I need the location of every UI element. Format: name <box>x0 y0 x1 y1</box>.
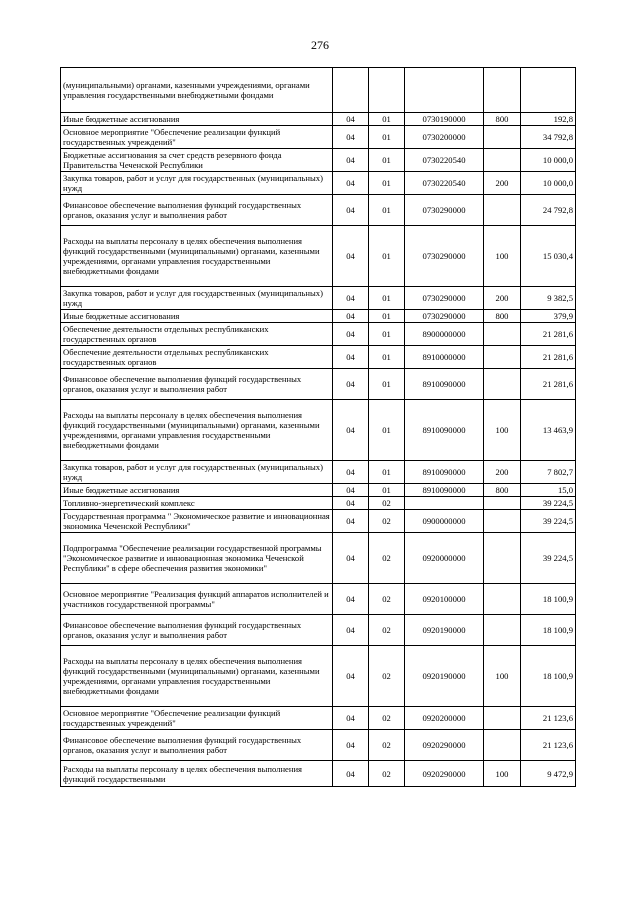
expense-type-cell: 800 <box>484 113 521 126</box>
table-row <box>61 533 576 584</box>
target-article-cell: 0730290000 <box>405 226 484 287</box>
subsection-code-cell: 01 <box>369 369 405 400</box>
amount-cell: 18 100,9 <box>521 646 576 707</box>
table-row <box>61 461 576 484</box>
row-name-cell: Расходы на выплаты персоналу в целях обеспечения выполнения функций государственными <box>61 761 333 787</box>
expense-type-cell: 200 <box>484 172 521 195</box>
subsection-code-cell: 01 <box>369 310 405 323</box>
expense-type-cell: 100 <box>484 226 521 287</box>
expense-type-cell <box>484 195 521 226</box>
subsection-code-cell: 01 <box>369 323 405 346</box>
amount-cell: 9 382,5 <box>521 287 576 310</box>
amount-cell: 9 472,9 <box>521 761 576 787</box>
subsection-code-cell: 01 <box>369 346 405 369</box>
amount-cell: 39 224,5 <box>521 497 576 510</box>
expense-type-cell <box>484 584 521 615</box>
target-article-cell: 0920000000 <box>405 533 484 584</box>
subsection-code-cell: 01 <box>369 461 405 484</box>
table-row <box>61 346 576 369</box>
table-row <box>61 113 576 126</box>
section-code-cell: 04 <box>333 730 369 761</box>
section-code-cell: 04 <box>333 761 369 787</box>
section-code-cell <box>333 68 369 113</box>
expense-type-cell <box>484 533 521 584</box>
section-code-cell: 04 <box>333 126 369 149</box>
target-article-cell: 0920190000 <box>405 646 484 707</box>
amount-cell: 15,0 <box>521 484 576 497</box>
amount-cell: 21 281,6 <box>521 323 576 346</box>
section-code-cell: 04 <box>333 172 369 195</box>
table-row <box>61 369 576 400</box>
budget-table-body <box>61 68 576 787</box>
target-article-cell: 8900000000 <box>405 323 484 346</box>
section-code-cell: 04 <box>333 287 369 310</box>
target-article-cell: 8910090000 <box>405 400 484 461</box>
subsection-code-cell: 01 <box>369 172 405 195</box>
table-row <box>61 226 576 287</box>
expense-type-cell: 100 <box>484 761 521 787</box>
section-code-cell: 04 <box>333 195 369 226</box>
subsection-code-cell: 02 <box>369 615 405 646</box>
row-name-cell: Основное мероприятие "Обеспечение реализации функций государственных учреждений" <box>61 126 333 149</box>
table-row <box>61 510 576 533</box>
target-article-cell: 0900000000 <box>405 510 484 533</box>
table-row <box>61 287 576 310</box>
table-row <box>61 323 576 346</box>
row-name-cell: Расходы на выплаты персоналу в целях обеспечения выполнения функций государственными (муниципальными) органами, казенными учреждениями, органами управления государственными внебюджетными фондами <box>61 646 333 707</box>
amount-cell: 7 802,7 <box>521 461 576 484</box>
target-article-cell <box>405 497 484 510</box>
expense-type-cell <box>484 369 521 400</box>
expense-type-cell: 800 <box>484 310 521 323</box>
expense-type-cell <box>484 497 521 510</box>
expense-type-cell <box>484 510 521 533</box>
section-code-cell: 04 <box>333 461 369 484</box>
row-name-cell: Финансовое обеспечение выполнения функций государственных органов, оказания услуг и выполнения работ <box>61 195 333 226</box>
row-name-cell: Расходы на выплаты персоналу в целях обеспечения выполнения функций государственными (муниципальными) органами, казенными учреждениями, органами управления государственными внебюджетными фондами <box>61 400 333 461</box>
target-article-cell: 8910000000 <box>405 346 484 369</box>
amount-cell: 21 123,6 <box>521 730 576 761</box>
amount-cell: 379,9 <box>521 310 576 323</box>
expense-type-cell: 200 <box>484 461 521 484</box>
section-code-cell: 04 <box>333 510 369 533</box>
subsection-code-cell: 01 <box>369 149 405 172</box>
target-article-cell: 0730190000 <box>405 113 484 126</box>
row-name-cell: Топливно-энергетический комплекс <box>61 497 333 510</box>
row-name-cell: Подпрограмма "Обеспечение реализации государственной программы "Экономическое развитие и инновационная экономика Чеченской Республики" в сфере обеспечения развития экономики" <box>61 533 333 584</box>
amount-cell: 10 000,0 <box>521 172 576 195</box>
target-article-cell: 0920290000 <box>405 761 484 787</box>
target-article-cell <box>405 68 484 113</box>
row-name-cell: Иные бюджетные ассигнования <box>61 113 333 126</box>
table-row <box>61 646 576 707</box>
expense-type-cell <box>484 323 521 346</box>
subsection-code-cell: 01 <box>369 195 405 226</box>
row-name-cell: Финансовое обеспечение выполнения функций государственных органов, оказания услуг и выполнения работ <box>61 615 333 646</box>
table-row <box>61 400 576 461</box>
row-name-cell: Закупка товаров, работ и услуг для государственных (муниципальных) нужд <box>61 461 333 484</box>
subsection-code-cell: 02 <box>369 730 405 761</box>
expense-type-cell <box>484 149 521 172</box>
table-row <box>61 172 576 195</box>
amount-cell <box>521 68 576 113</box>
target-article-cell: 0730290000 <box>405 310 484 323</box>
expense-type-cell: 100 <box>484 646 521 707</box>
row-name-cell: Иные бюджетные ассигнования <box>61 310 333 323</box>
amount-cell: 21 123,6 <box>521 707 576 730</box>
table-row <box>61 195 576 226</box>
section-code-cell: 04 <box>333 484 369 497</box>
row-name-cell: Закупка товаров, работ и услуг для государственных (муниципальных) нужд <box>61 172 333 195</box>
table-row <box>61 730 576 761</box>
row-name-cell: Бюджетные ассигнования за счет средств резервного фонда Правительства Чеченской Республики <box>61 149 333 172</box>
target-article-cell: 0920200000 <box>405 707 484 730</box>
section-code-cell: 04 <box>333 615 369 646</box>
section-code-cell: 04 <box>333 323 369 346</box>
expense-type-cell: 200 <box>484 287 521 310</box>
expense-type-cell <box>484 615 521 646</box>
table-row <box>61 707 576 730</box>
row-name-cell: Обеспечение деятельности отдельных республиканских государственных органов <box>61 323 333 346</box>
target-article-cell: 0920100000 <box>405 584 484 615</box>
subsection-code-cell <box>369 68 405 113</box>
amount-cell: 21 281,6 <box>521 346 576 369</box>
expense-type-cell: 800 <box>484 484 521 497</box>
subsection-code-cell: 01 <box>369 400 405 461</box>
row-name-cell: Иные бюджетные ассигнования <box>61 484 333 497</box>
section-code-cell: 04 <box>333 369 369 400</box>
row-name-cell: Основное мероприятие "Реализация функций аппаратов исполнителей и участников государственной программы" <box>61 584 333 615</box>
table-row <box>61 126 576 149</box>
table-row <box>61 310 576 323</box>
target-article-cell: 8910090000 <box>405 461 484 484</box>
row-name-cell: Расходы на выплаты персоналу в целях обеспечения выполнения функций государственными (муниципальными) органами, казенными учреждениями, органами управления государственными внебюджетными фондами <box>61 226 333 287</box>
target-article-cell: 0730200000 <box>405 126 484 149</box>
subsection-code-cell: 02 <box>369 584 405 615</box>
subsection-code-cell: 01 <box>369 226 405 287</box>
row-name-cell: Основное мероприятие "Обеспечение реализации функций государственных учреждений" <box>61 707 333 730</box>
amount-cell: 10 000,0 <box>521 149 576 172</box>
expense-type-cell: 100 <box>484 400 521 461</box>
amount-cell: 18 100,9 <box>521 615 576 646</box>
section-code-cell: 04 <box>333 346 369 369</box>
section-code-cell: 04 <box>333 584 369 615</box>
page-number: 276 <box>311 38 329 52</box>
amount-cell: 21 281,6 <box>521 369 576 400</box>
target-article-cell: 8910090000 <box>405 369 484 400</box>
section-code-cell: 04 <box>333 646 369 707</box>
table-row <box>61 497 576 510</box>
row-name-cell: Финансовое обеспечение выполнения функций государственных органов, оказания услуг и выполнения работ <box>61 730 333 761</box>
subsection-code-cell: 01 <box>369 484 405 497</box>
section-code-cell: 04 <box>333 497 369 510</box>
amount-cell: 15 030,4 <box>521 226 576 287</box>
target-article-cell: 8910090000 <box>405 484 484 497</box>
amount-cell: 192,8 <box>521 113 576 126</box>
amount-cell: 39 224,5 <box>521 510 576 533</box>
amount-cell: 13 463,9 <box>521 400 576 461</box>
subsection-code-cell: 01 <box>369 126 405 149</box>
budget-table <box>60 67 576 787</box>
subsection-code-cell: 02 <box>369 707 405 730</box>
expense-type-cell <box>484 707 521 730</box>
target-article-cell: 0730220540 <box>405 172 484 195</box>
section-code-cell: 04 <box>333 533 369 584</box>
expense-type-cell <box>484 68 521 113</box>
expense-type-cell <box>484 126 521 149</box>
amount-cell: 24 792,8 <box>521 195 576 226</box>
amount-cell: 18 100,9 <box>521 584 576 615</box>
table-row <box>61 761 576 787</box>
expense-type-cell <box>484 346 521 369</box>
row-name-cell: Обеспечение деятельности отдельных республиканских государственных органов <box>61 346 333 369</box>
expense-type-cell <box>484 730 521 761</box>
table-row <box>61 584 576 615</box>
table-row <box>61 615 576 646</box>
section-code-cell: 04 <box>333 400 369 461</box>
row-name-cell: Закупка товаров, работ и услуг для государственных (муниципальных) нужд <box>61 287 333 310</box>
target-article-cell: 0730220540 <box>405 149 484 172</box>
target-article-cell: 0920190000 <box>405 615 484 646</box>
table-row <box>61 149 576 172</box>
subsection-code-cell: 02 <box>369 510 405 533</box>
row-name-cell: Государственная программа " Экономическое развитие и инновационная экономика Чеченской Республики" <box>61 510 333 533</box>
target-article-cell: 0920290000 <box>405 730 484 761</box>
subsection-code-cell: 02 <box>369 497 405 510</box>
subsection-code-cell: 02 <box>369 761 405 787</box>
section-code-cell: 04 <box>333 226 369 287</box>
subsection-code-cell: 02 <box>369 646 405 707</box>
subsection-code-cell: 02 <box>369 533 405 584</box>
amount-cell: 39 224,5 <box>521 533 576 584</box>
target-article-cell: 0730290000 <box>405 287 484 310</box>
subsection-code-cell: 01 <box>369 113 405 126</box>
section-code-cell: 04 <box>333 707 369 730</box>
section-code-cell: 04 <box>333 149 369 172</box>
target-article-cell: 0730290000 <box>405 195 484 226</box>
table-row <box>61 484 576 497</box>
section-code-cell: 04 <box>333 310 369 323</box>
subsection-code-cell: 01 <box>369 287 405 310</box>
table-row <box>61 68 576 113</box>
amount-cell: 34 792,8 <box>521 126 576 149</box>
row-name-cell: Финансовое обеспечение выполнения функций государственных органов, оказания услуг и выполнения работ <box>61 369 333 400</box>
row-name-cell: (муниципальными) органами, казенными учреждениями, органами управления государственными внебюджетными фондами <box>61 68 333 113</box>
section-code-cell: 04 <box>333 113 369 126</box>
